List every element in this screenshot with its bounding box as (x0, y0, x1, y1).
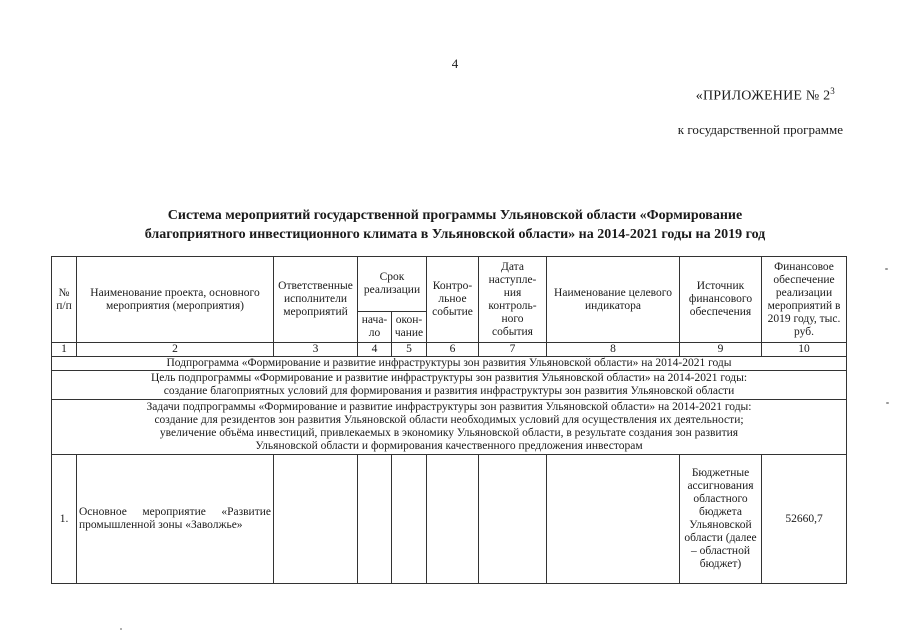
row-finance: 52660,7 (762, 455, 847, 584)
row-responsible (274, 455, 358, 584)
document-title-line-1: Система мероприятий государственной программы Ульяновской области «Формирование (167, 208, 743, 223)
row-source: Бюджетные ассигнования областного бюджета Ульяновской области (далее – областной бюджет) (680, 455, 762, 584)
tasks-line-1: Задачи подпрограммы «Формирование и развитие инфраструктуры зон развития Ульяновской области» на 2014-2021 годы: (146, 401, 752, 413)
tasks-line-4: Ульяновской области и формирования качественного предложения инвесторам (255, 440, 643, 452)
column-number-row (52, 343, 847, 357)
page-number: 4 (451, 56, 459, 71)
row-date (479, 455, 547, 584)
row-control (427, 455, 479, 584)
scan-speck (886, 402, 889, 404)
subprogram-title: Подпрограмма «Формирование и развитие инфраструктуры зон развития Ульяновской области» на 2014-2021 годы (52, 357, 847, 371)
header-source: Источник финансового обеспечения (680, 257, 762, 343)
document-title-line-2: благоприятного инвестиционного климата в Ульяновской области» на 2014-2021 годы на 2019 год (144, 227, 766, 242)
header-num: № п/п (52, 257, 77, 343)
column-number: 1 (52, 343, 77, 357)
table-header-row (52, 257, 847, 312)
header-control-event: Контро-льное событие (427, 257, 479, 343)
appendix-label-text: «ПРИЛОЖЕНИЕ № 2 (695, 88, 831, 104)
column-number: 5 (392, 343, 427, 357)
scan-speck (885, 268, 888, 270)
column-number: 10 (762, 343, 847, 357)
column-number: 4 (358, 343, 392, 357)
row-num: 1. (52, 455, 77, 584)
tasks-row (52, 400, 847, 455)
tasks-line-2: создание для резидентов зон развития Ульяновской области необходимых условий для осуществления их деятельности; (154, 414, 744, 426)
table-row (52, 455, 847, 584)
goal-row (52, 371, 847, 400)
tasks-line-3: увеличение объёма инвестиций, привлекаемых в экономику Ульяновской области, в результате создания зон развития (159, 427, 739, 439)
column-number: 8 (547, 343, 680, 357)
goal-line-1: Цель подпрограммы «Формирование и развитие инфраструктуры зон развития Ульяновской области» на 2014-2021 годы: (150, 372, 748, 384)
program-reference: к государственной программе (677, 122, 843, 137)
header-indicator: Наименование целевого индикатора (547, 257, 680, 343)
column-number: 9 (680, 343, 762, 357)
scan-speck (120, 628, 122, 630)
header-name: Наименование проекта, основного мероприятия (мероприятия) (77, 257, 274, 343)
header-finance: Финансовое обеспечение реализации мероприятий в 2019 году, тыс. руб. (762, 257, 847, 343)
column-number: 2 (77, 343, 274, 357)
subprogram-row (52, 357, 847, 371)
subprogram-goal (52, 371, 847, 400)
column-number: 3 (274, 343, 358, 357)
document-title (60, 206, 850, 244)
row-name: Основное мероприятие «Развитие промышленной зоны «Заволжье» (77, 455, 274, 584)
row-indicator (547, 455, 680, 584)
appendix-label (696, 86, 835, 105)
header-term: Срок реализации (358, 257, 427, 312)
column-number: 6 (427, 343, 479, 357)
row-start (358, 455, 392, 584)
activities-table (51, 256, 847, 584)
header-responsible: Ответственные исполнители мероприятий (274, 257, 358, 343)
header-term-end: окон-чание (392, 312, 427, 343)
row-end (392, 455, 427, 584)
subprogram-tasks (52, 400, 847, 455)
appendix-superscript: 3 (830, 86, 835, 96)
header-term-start: нача-ло (358, 312, 392, 343)
goal-line-2: создание благоприятных условий для формирования и развития инфраструктуры зон развития Ульяновской области (163, 385, 735, 397)
header-control-date: Дата наступле-ния контроль-ного события (479, 257, 547, 343)
column-number: 7 (479, 343, 547, 357)
